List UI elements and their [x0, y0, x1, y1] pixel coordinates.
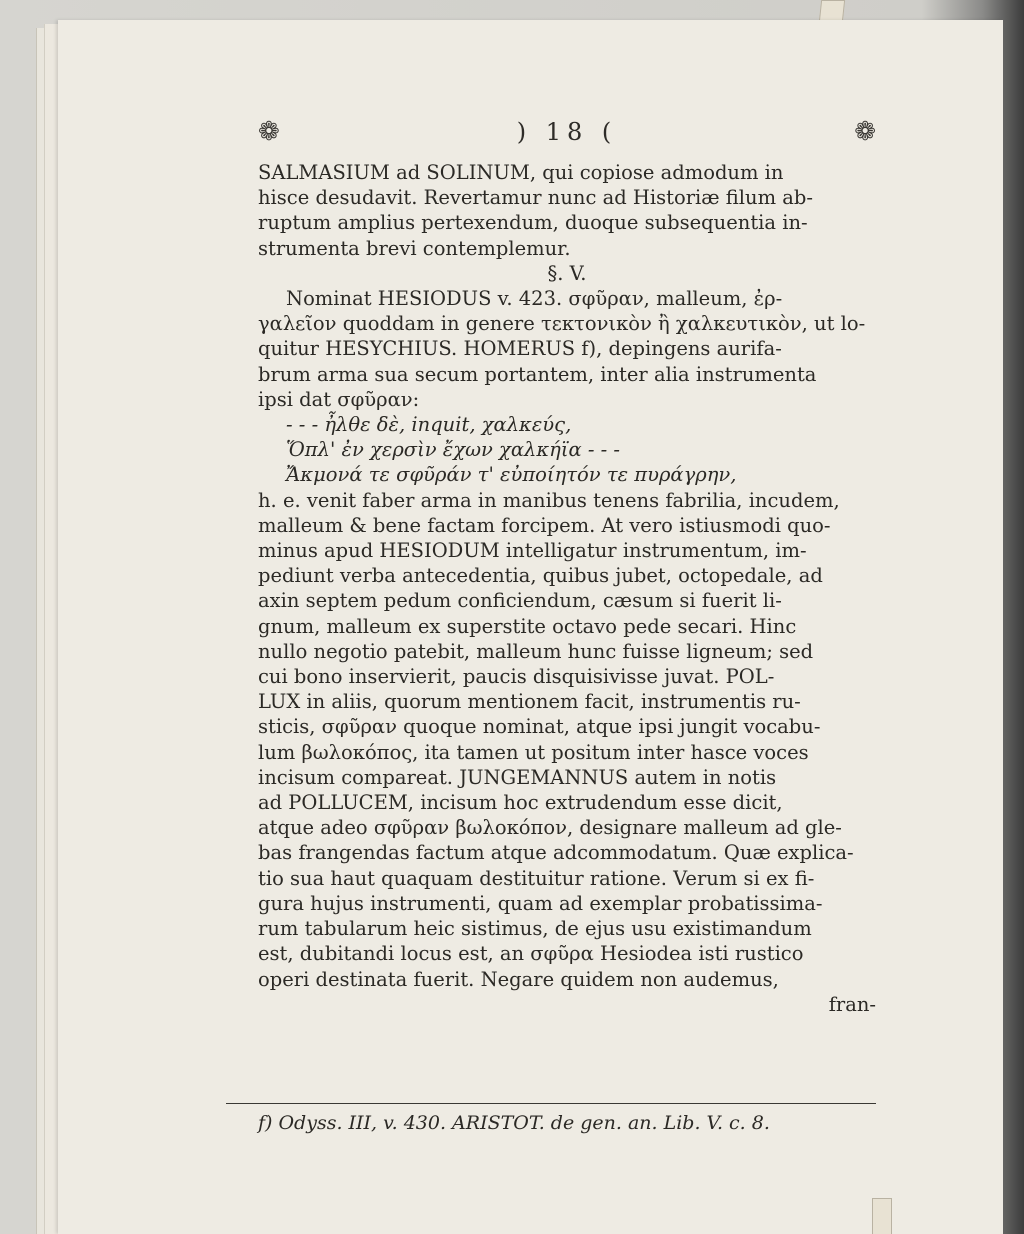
text-line: tio sua haut quaquam destituitur ratione. Verum si ex fi- [258, 866, 815, 890]
text-line: γαλεῖον quoddam in genere τεκτονικὸν ἢ χαλκευτικὸν, ut lo- [258, 312, 866, 336]
verse-line: Ὅπλ' ἐν χερσὶν ἔχων χαλκήϊα - - - [286, 438, 621, 462]
text-line: sticis, σφῦραν quoque nominat, atque ipsi jungit vocabu- [258, 715, 821, 739]
text-line: atque adeo σφῦραν βωλοκόπον, designare malleum ad gle- [258, 816, 842, 840]
text-line: SALMASIUM ad SOLINUM, qui copiose admodum in [258, 161, 784, 184]
verse-line: - - - ἦλθε δὲ, inquit, χαλκεύς, [286, 413, 572, 437]
text-line: operi destinata fuerit. Negare quidem non audemus, [258, 967, 779, 991]
text-line: minus apud HESIODUM intelligatur instrumentum, im- [258, 539, 807, 563]
text-line: LUX in aliis, quorum mentionem facit, instrumentis ru- [258, 690, 801, 714]
text-line: ad POLLUCEM, incisum hoc extrudendum esse dicit, [258, 791, 783, 815]
footnote-rule [226, 1103, 876, 1104]
text-line: nullo negotio patebit, malleum hunc fuisse ligneum; sed [258, 639, 814, 663]
text-line: bas frangendas factum atque adcommodatum. Quæ explica- [258, 841, 854, 865]
flower-ornament-icon: ❁ [258, 117, 280, 147]
text-line: ipsi dat σφῦραν: [258, 387, 420, 411]
flower-ornament-icon: ❁ [854, 117, 876, 147]
main-text [258, 160, 876, 1017]
text-line: Nominat HESIODUS v. 423. σφῦραν, malleum, ἐρ- [286, 287, 783, 311]
catchword: fran- [828, 992, 876, 1016]
page-header [258, 112, 876, 152]
footnote: f) Odyss. III, v. 430. ARISTOT. de gen. an. Lib. V. c. 8. [258, 1112, 770, 1134]
text-line: brum arma sua secum portantem, inter alia instrumenta [258, 362, 817, 386]
text-line: pediunt verba antecedentia, quibus jubet, octopedale, ad [258, 564, 823, 588]
text-line: incisum compareat. JUNGEMANNUS autem in notis [258, 765, 777, 789]
page-number: ) 18 ( [516, 118, 618, 146]
text-line: quitur HESYCHIUS. HOMERUS f), depingens aurifa- [258, 337, 782, 361]
text-line: cui bono inservierit, paucis disquisivisse juvat. POL- [258, 665, 775, 689]
text-line: axin septem pedum conficiendum, cæsum si fuerit li- [258, 589, 782, 613]
text-line: gura hujus instrumenti, quam ad exemplar probatissima- [258, 891, 823, 915]
text-line: lum βωλοκόπος, ita tamen ut positum inter hasce voces [258, 740, 809, 764]
text-line: h. e. venit faber arma in manibus tenens fabrilia, incudem, [258, 488, 840, 512]
text-line: ruptum amplius pertexendum, duoque subsequentia in- [258, 211, 808, 235]
section-heading: §. V. [547, 261, 587, 285]
verse-line: Ἄκμονά τε σφῦράν τ' εὐποίητόν τε πυράγρην, [286, 463, 737, 487]
paper-tab-bottom [872, 1198, 892, 1234]
text-line: rum tabularum heic sistimus, de ejus usu existimandum [258, 917, 812, 941]
text-line: gnum, malleum ex superstite octavo pede secari. Hinc [258, 614, 797, 638]
text-line: hisce desudavit. Revertamur nunc ad Historiæ filum ab- [258, 186, 813, 210]
text-line: malleum & bene factam forcipem. At vero istiusmodi quo- [258, 513, 831, 537]
text-line: strumenta brevi contemplemur. [258, 236, 571, 260]
text-line: est, dubitandi locus est, an σφῦρα Hesiodea isti rustico [258, 942, 804, 966]
